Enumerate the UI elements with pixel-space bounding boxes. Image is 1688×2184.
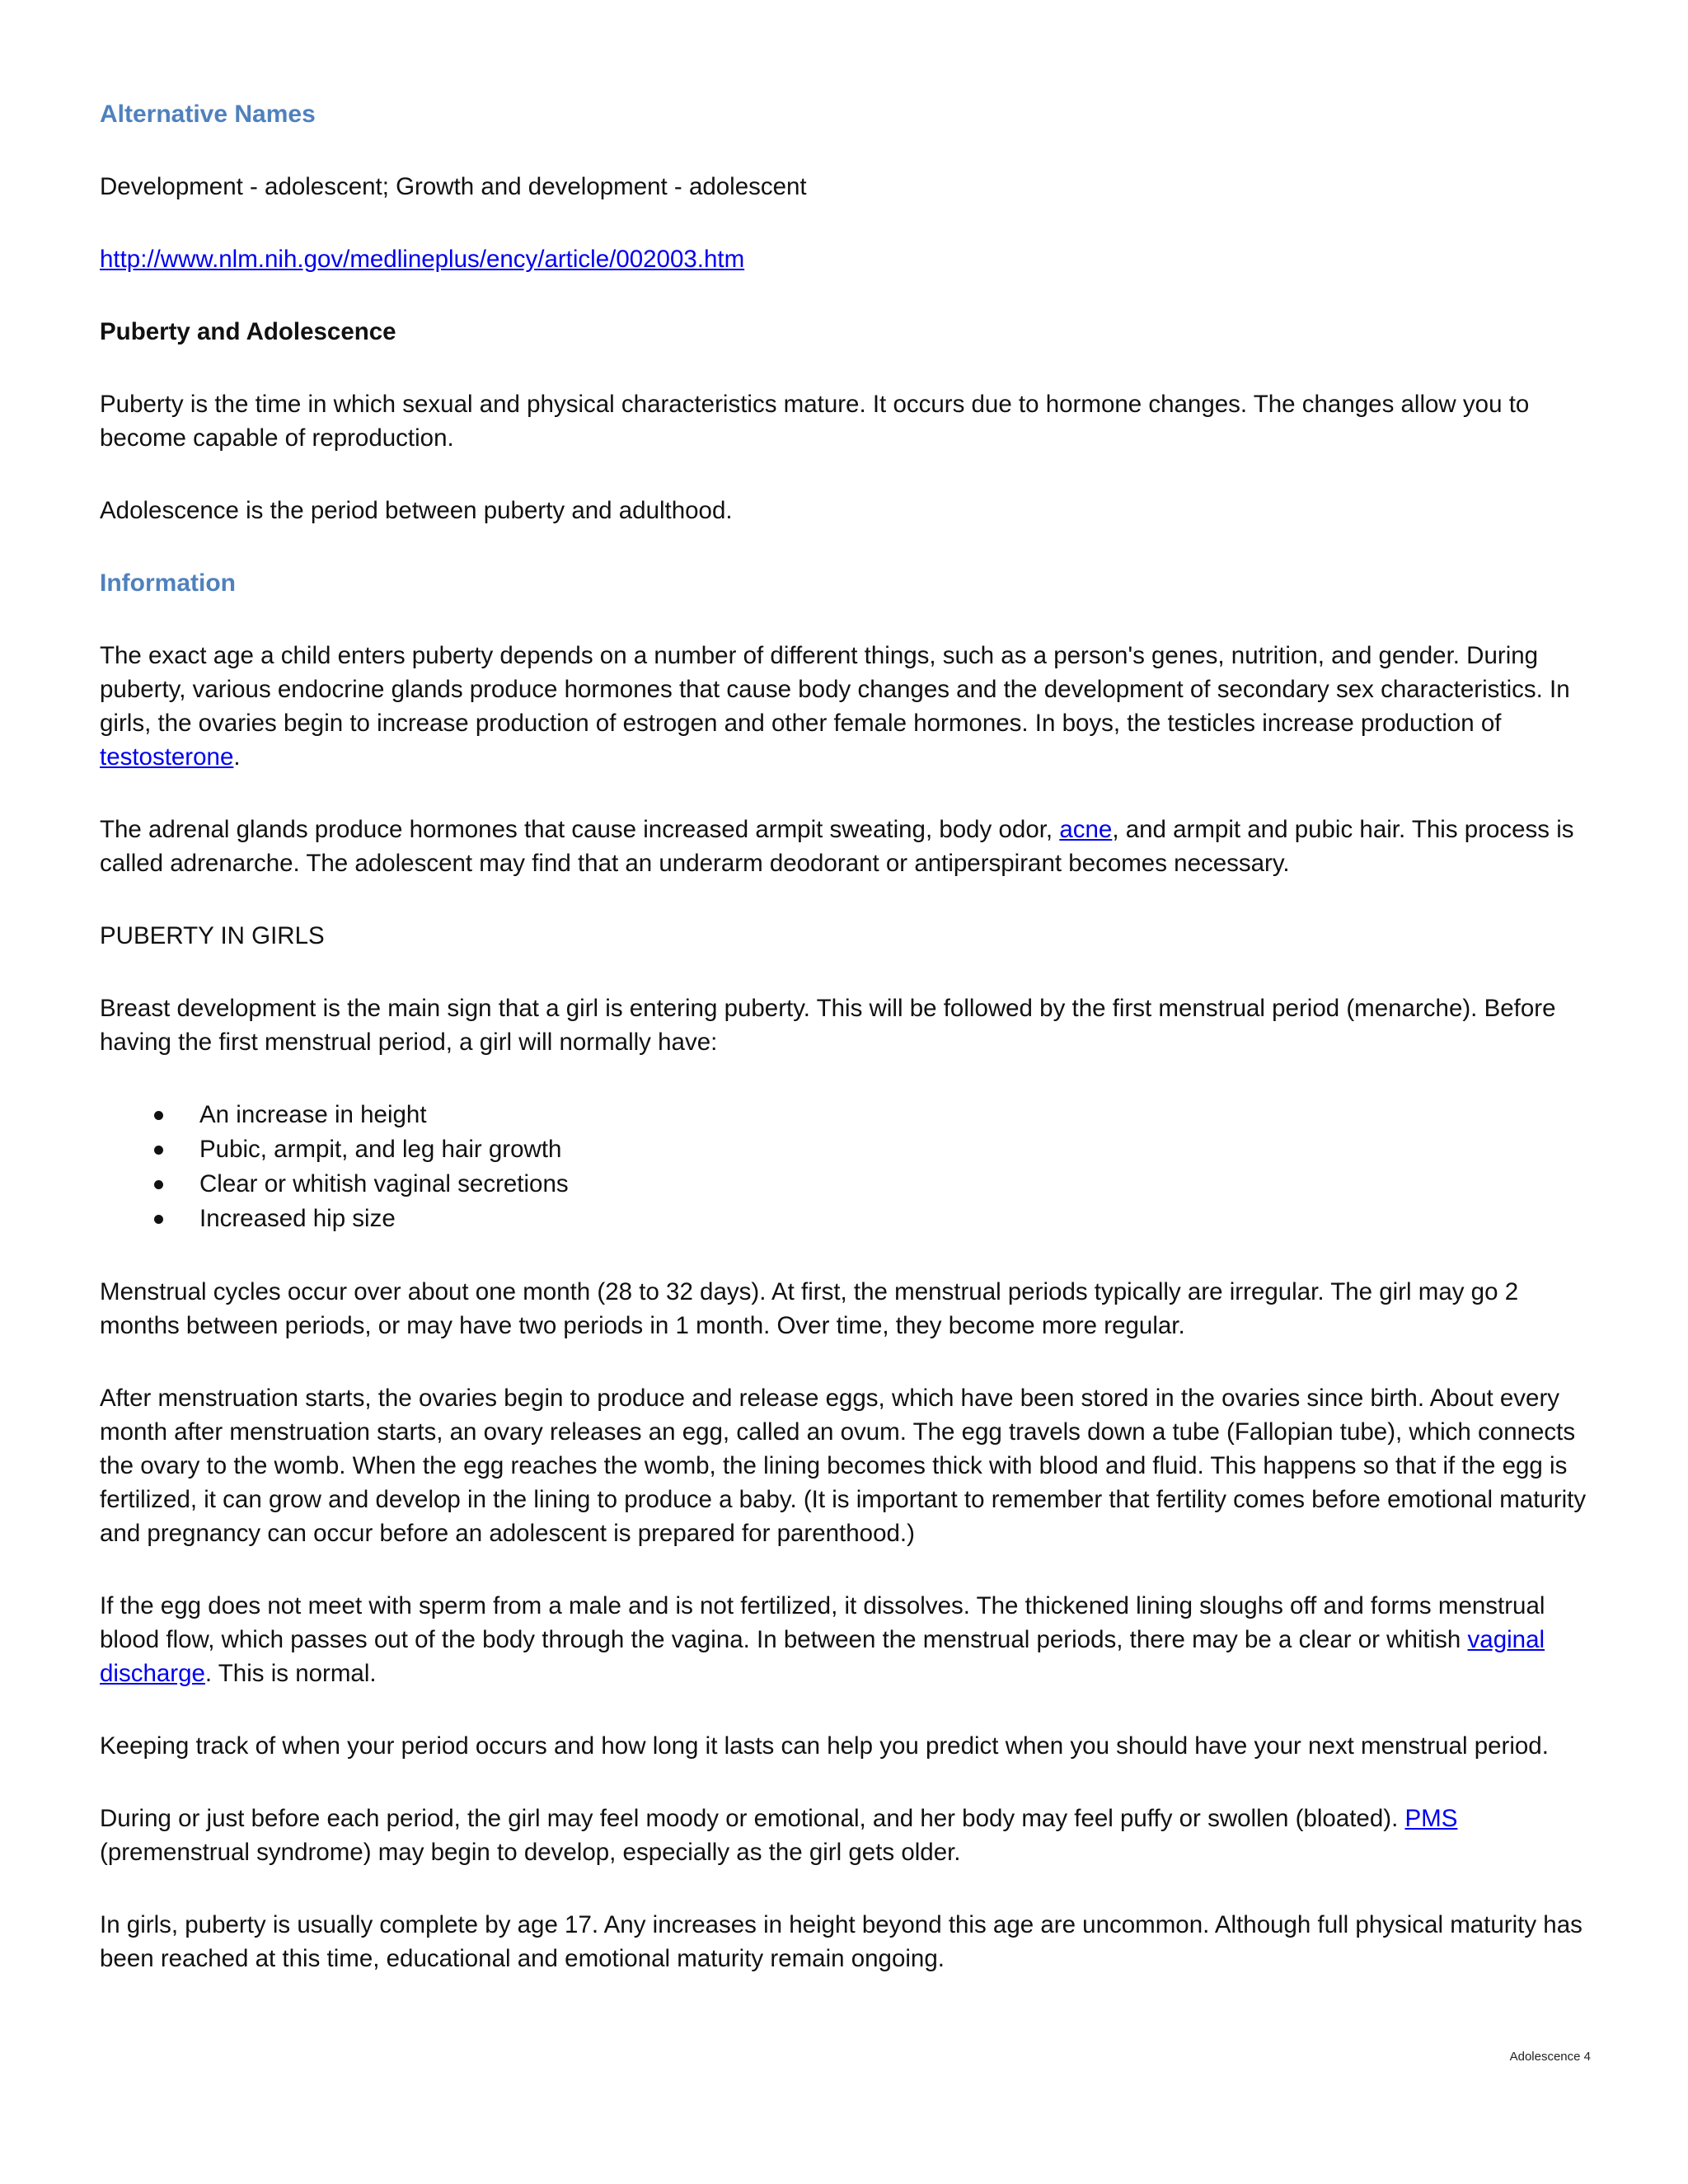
girls-p6-end: (premenstrual syndrome) may begin to develop, especially as the girl gets older. <box>100 1839 961 1866</box>
list-item <box>100 1132 1592 1167</box>
list-item-text: Clear or whitish vaginal secretions <box>199 1170 569 1197</box>
girls-paragraph-1: Breast development is the main sign that a girl is entering puberty. This will be followed by the first menstrual period (menarche). Before having the first menstrual period, a girl will normally have: <box>100 995 1556 1056</box>
bullet-icon <box>154 1215 163 1224</box>
girls-paragraph-7: In girls, puberty is usually complete by age 17. Any increases in height beyond this age are uncommon. Although full physical maturity has been reached at this time, educational and emotional maturity remain ongoing. <box>100 1911 1582 1972</box>
girls-paragraph-6 <box>100 1802 1592 1869</box>
girls-paragraph-4 <box>100 1589 1592 1690</box>
girls-paragraph-2: Menstrual cycles occur over about one month (28 to 32 days). At first, the menstrual periods typically are irregular. The girl may go 2 months between periods, or may have two periods in 1 month. Over time, they become more regular. <box>100 1278 1519 1339</box>
alternative-names-text: Development - adolescent; Growth and development - adolescent <box>100 173 807 200</box>
info-p1-end: . <box>233 743 241 771</box>
girls-paragraph-3: After menstruation starts, the ovaries begin to produce and release eggs, which have been stored in the ovaries since birth. About every month after menstruation starts, an ovary releases an egg, called an ovum. The egg travels down a tube (Fallopian tube), which connects the ovary to the womb. When the egg reaches the womb, the lining becomes thick with blood and fluid. This happens so that if the egg is fertilized, it can grow and develop in the lining to produce a baby. (It is important to remember that fertility comes before emotional maturity and pregnancy can occur before an adolescent is prepared for parenthood.) <box>100 1385 1587 1547</box>
puberty-adolescence-heading: Puberty and Adolescence <box>100 318 396 345</box>
information-heading: Information <box>100 569 236 597</box>
testosterone-link[interactable]: testosterone <box>100 743 234 771</box>
info-p1-text: The exact age a child enters puberty depends on a number of different things, such as a person's genes, nutrition, and gender. During puberty, various endocrine glands produce hormones that cause body changes and the development of secondary sex characteristics. In girls, the ovaries begin to increase production of estrogen and other female hormones. In boys, the testicles increase production of <box>100 642 1570 737</box>
document-body <box>100 97 1592 2014</box>
bullet-icon <box>154 1180 163 1189</box>
girls-p6-text: During or just before each period, the girl may feel moody or emotional, and her body may feel puffy or swollen (bloated). <box>100 1805 1405 1832</box>
page-footer-label: Adolescence 4 <box>1509 2050 1591 2064</box>
pms-link[interactable]: PMS <box>1404 1805 1458 1832</box>
alternative-names-heading: Alternative Names <box>100 101 316 128</box>
acne-link[interactable]: acne <box>1059 816 1113 843</box>
vaginal-discharge-link[interactable]: vaginal discharge <box>100 1626 1545 1687</box>
pre-menarche-signs-list <box>100 1098 1592 1236</box>
information-paragraph-1 <box>100 639 1592 774</box>
puberty-in-girls-heading: PUBERTY IN GIRLS <box>100 922 325 949</box>
list-item <box>100 1202 1592 1236</box>
source-link-paragraph <box>100 242 1592 276</box>
list-item-text: An increase in height <box>199 1101 427 1128</box>
info-p2-text: The adrenal glands produce hormones that cause increased armpit sweating, body odor, <box>100 816 1060 843</box>
info-p2-end: , and armpit and pubic hair. This process is called adrenarche. The adolescent may find that an underarm deodorant or antiperspirant becomes necessary. <box>100 816 1574 877</box>
list-item-text: Pubic, armpit, and leg hair growth <box>199 1136 562 1163</box>
list-item-text: Increased hip size <box>199 1205 396 1232</box>
source-link[interactable]: http://www.nlm.nih.gov/medlineplus/ency/article/002003.htm <box>100 246 745 273</box>
information-paragraph-2 <box>100 813 1592 880</box>
bullet-icon <box>154 1146 163 1155</box>
girls-paragraph-5: Keeping track of when your period occurs and how long it lasts can help you predict when you should have your next menstrual period. <box>100 1732 1549 1760</box>
girls-p4-text: If the egg does not meet with sperm from a male and is not fertilized, it dissolves. The thickened lining sloughs off and forms menstrual blood flow, which passes out of the body through the vagina. In between the menstrual periods, there may be a clear or whitish <box>100 1592 1545 1653</box>
girls-p4-end: . This is normal. <box>204 1660 377 1687</box>
bullet-icon <box>154 1111 163 1120</box>
list-item <box>100 1098 1592 1132</box>
puberty-definition: Puberty is the time in which sexual and physical characteristics mature. It occurs due to hormone changes. The changes allow you to become capable of reproduction. <box>100 391 1530 452</box>
adolescence-definition: Adolescence is the period between puberty and adulthood. <box>100 497 733 524</box>
list-item <box>100 1167 1592 1202</box>
